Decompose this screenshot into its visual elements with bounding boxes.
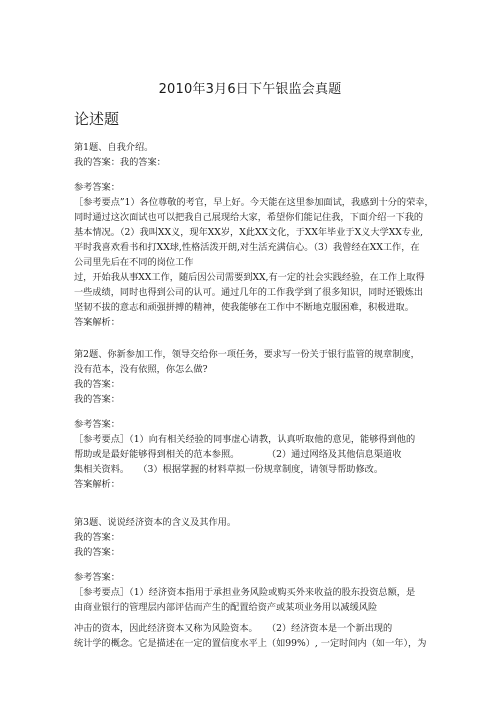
question-1-reference-line: 坚韧不拔的意志和顽强拼搏的精神，使我能够在工作中不断地克服困难，积极进取。: [74, 302, 414, 313]
question-2: [74, 347, 436, 492]
question-1-reference-line: 公司里先后在不同的岗位工作: [74, 257, 194, 268]
question-2-header-cont: 没有范本，没有依照，你怎么做?: [74, 364, 208, 375]
question-2-reference-line: ［参考要点］（1）向有相关经验的同事虚心请教，认真听取他的意见，能够得到他的: [74, 434, 416, 445]
question-3: [74, 515, 436, 651]
question-3-my-answer: 我的答案：: [74, 532, 120, 543]
question-1-reference-line: 过，开始我从事XX工作，随后因公司需要到XX,有一定的社会实践经验，在工作上取得: [74, 272, 425, 283]
question-3-reference-label: 参考答案：: [74, 572, 120, 583]
question-1-reference-line: 平时我喜欢看书和打XX球,性格活泼开朗,对生活充满信心。（3）我曾经在XX工作，在: [74, 242, 420, 253]
question-2-my-answer: 我的答案：: [74, 394, 120, 405]
question-1-analysis: 答案解析：: [74, 317, 120, 328]
question-3-reference-line: 由商业银行的管理层内部评估而产生的配置给资产或某项业务用以减缓风险: [74, 602, 378, 613]
question-1: [74, 140, 436, 330]
question-3-reference-line: ［参考要点］（1）经济资本指用于承担业务风险或购买外来收益的股东投资总额，是: [74, 587, 416, 598]
question-2-header: 第2题、你新参加工作，领导交给你一项任务，要求写一份关于银行监管的规章制度，: [74, 349, 420, 360]
question-2-reference-line: 集相关资料。 （3）根据掌握的材料草拟一份规章制度，请领导帮助修改。: [74, 464, 384, 475]
question-2-my-answer: 我的答案：: [74, 379, 120, 390]
question-3-reference-line: 统计学的概念。它是描述在一定的置信度水平上（如99%）, 一定时间内（如一年），为: [74, 638, 427, 649]
question-1-reference-line: 一些成绩，同时也得到公司的认可。通过几年的工作我学到了很多知识，同时还锻炼出: [74, 287, 424, 298]
document-title: 2010年3月6日下午银监会真题: [158, 82, 342, 97]
question-1-reference-label: 参考答案：: [74, 182, 120, 193]
section-title: 论述题: [74, 110, 120, 128]
question-1-my-answer: 我的答案：我的答案：: [74, 157, 166, 168]
question-3-reference-line: 冲击的资本，因此经济资本又称为风险资本。 （2）经济资本是一个新出现的: [74, 623, 393, 634]
question-2-analysis: 答案解析：: [74, 479, 120, 490]
question-3-header: 第3题、说说经济资本的含义及其作用。: [74, 517, 237, 528]
question-1-header: 第1题、自我介绍。: [74, 142, 154, 153]
question-2-reference-line: 帮助或是最好能够得到相关的范本参照。 （2）通过网络及其他信息渠道收: [74, 449, 402, 460]
question-1-reference-line: 同时通过这次面试也可以把我自己展现给大家，希望你们能记住我，下面介绍一下我的: [74, 212, 424, 223]
question-1-reference-line: ［参考要点”1）各位尊敬的考官，早上好。今天能在这里参加面试，我感到十分的荣幸，: [74, 197, 434, 208]
question-3-my-answer: 我的答案：: [74, 547, 120, 558]
question-1-reference-line: 基本情况。（2）我叫XX义，现年XX岁，X此XX文化，于XX年毕业于X义大学XX专业,: [74, 227, 424, 238]
question-2-reference-label: 参考答案：: [74, 419, 120, 430]
